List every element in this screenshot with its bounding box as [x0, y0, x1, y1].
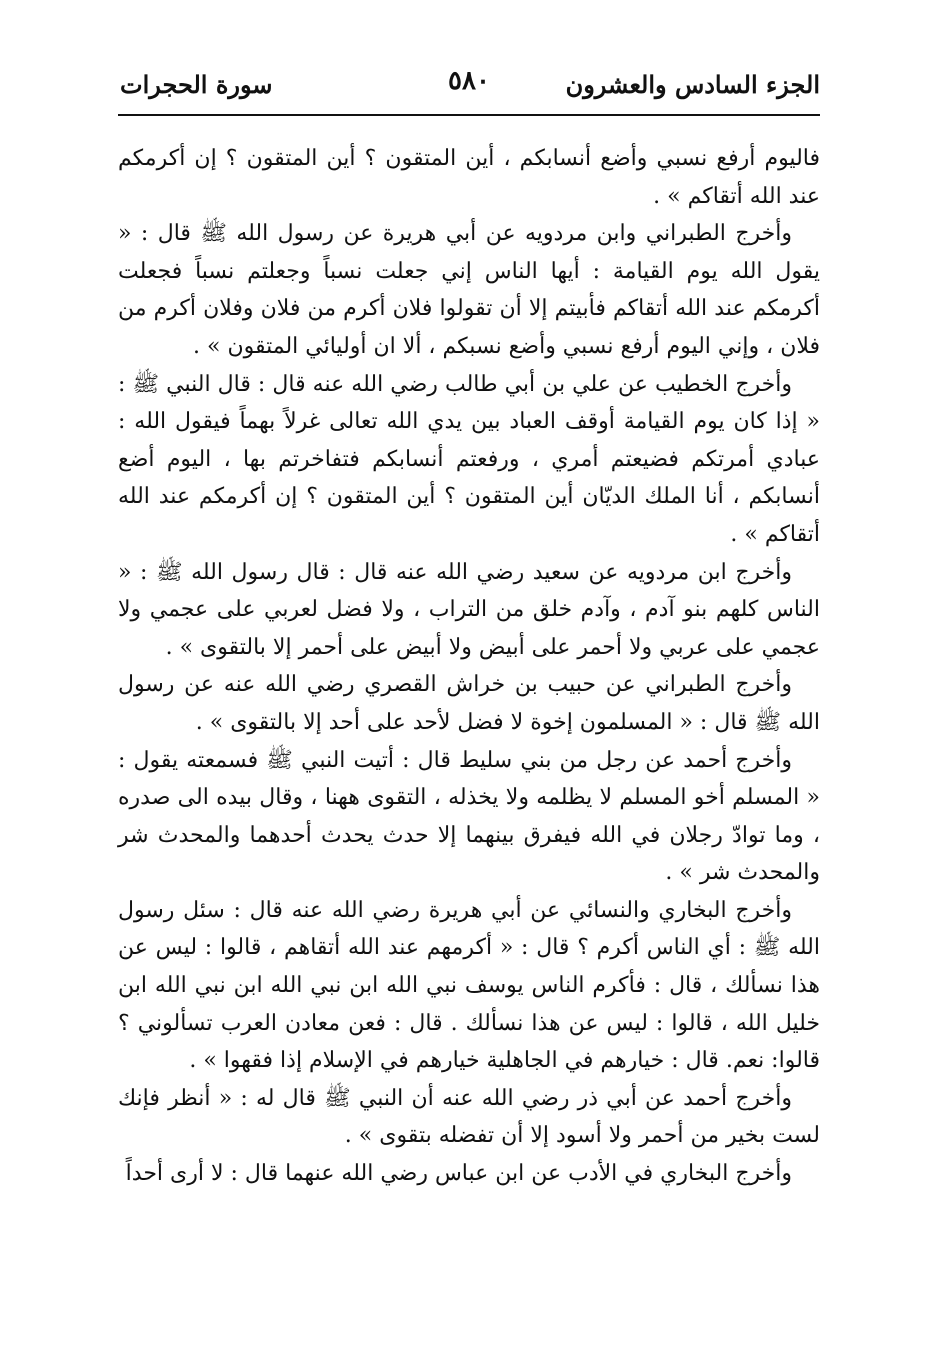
paragraph: وأخرج الطبراني وابن مردويه عن أبي هريرة عن رسول الله ﷺ قال : « يقول الله يوم القيامة : أيها الناس إني جعلت نسباً وجعلتم نسباً فجعلت أكرمكم عند الله أتقاكم فأبيتم إلا أن تقولوا فلان أكرم من فلان وفلان أكرم من فلان ، وإني اليوم أرفع نسبي وأضع نسبكم ، ألا ان أوليائي المتقون » .: [118, 221, 820, 359]
paragraph: وأخرج الخطيب عن علي بن أبي طالب رضي الله عنه قال : قال النبي ﷺ : « إذا كان يوم القيامة أوقف العباد بين يدي الله تعالى غرلاً بهماً فيقول الله : عبادي أمرتكم فضيعتم أمري ، ورفعتم أنسابكم فتفاخرتم بها ، اليوم أضع أنسابكم ، أنا الملك الديّان أين المتقون ؟ أين المتقون ؟ إن أكرمكم عند الله أتقاكم » .: [118, 371, 820, 547]
page-header: [118, 62, 820, 116]
paragraph: فاليوم أرفع نسبي وأضع أنسابكم ، أين المتقون ؟ أين المتقون ؟ إن أكرمكم عند الله أتقاكم » .: [118, 146, 820, 209]
paragraph: وأخرج ابن مردويه عن سعيد رضي الله عنه قال : قال رسول الله ﷺ : « الناس كلهم بنو آدم ، وآدم خلق من التراب ، ولا فضل لعربي على عجمي ولا عجمي على عربي ولا أحمر على أبيض ولا أبيض على أحمر إلا بالتقوى » .: [118, 559, 820, 660]
surah-title: سورة الحجرات: [120, 70, 273, 99]
paragraph: وأخرج الطبراني عن حبيب بن خراش القصري رضي الله عنه عن رسول الله ﷺ قال : « المسلمون إخوة لا فضل لأحد على أحد إلا بالتقوى » .: [118, 672, 820, 735]
part-title: الجزء السادس والعشرون: [565, 70, 820, 99]
page-body: [118, 140, 820, 1193]
paragraph: وأخرج أحمد عن أبي ذر رضي الله عنه أن النبي ﷺ قال له : « أنظر فإنك لست بخير من أحمر ولا أسود إلا أن تفضله بتقوى » .: [118, 1085, 820, 1149]
paragraph: وأخرج البخاري في الأدب عن ابن عباس رضي الله عنهما قال : لا أرى أحداً: [125, 1161, 792, 1187]
page-number: ٥٨٠: [448, 66, 490, 96]
paragraph: وأخرج أحمد عن رجل من بني سليط قال : أتيت النبي ﷺ فسمعته يقول : « المسلم أخو المسلم لا يظلمه ولا يخذله ، التقوى ههنا ، وقال بيده الى صدره ، وما توادّ رجلان في الله فيفرق بينهما إلا حدث يحدث أحدهما والمحدث شر والمحدث شر » .: [118, 747, 820, 886]
book-page: [118, 62, 820, 1193]
paragraph: وأخرج البخاري والنسائي عن أبي هريرة رضي الله عنه قال : سئل رسول الله ﷺ : أي الناس أكرم ؟ قال : « أكرمهم عند الله أتقاهم ، قالوا : ليس عن هذا نسألك ، قال : فأكرم الناس يوسف نبي الله ابن نبي الله ابن نبي الله ابن خليل الله ، قالوا : ليس عن هذا نسألك . قال : فعن معادن العرب تسألوني ؟ قالوا: نعم. قال : خيارهم في الجاهلية خيارهم في الإسلام إذا فقهوا » .: [118, 897, 820, 1074]
